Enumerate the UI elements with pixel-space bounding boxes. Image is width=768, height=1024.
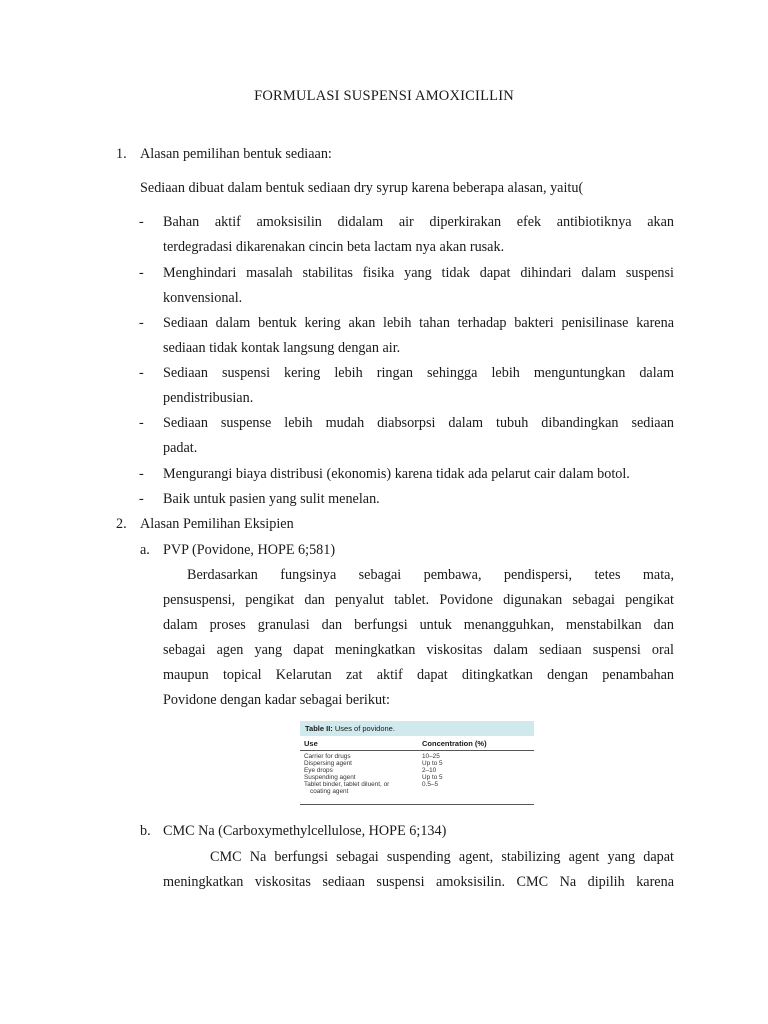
subsection-b-heading: CMC Na (Carboxymethylcellulose, HOPE 6;134): [163, 823, 447, 839]
pvp-paragraph-line-6: Povidone dengan kadar sebagai berikut:: [163, 692, 390, 708]
section-1-number: 1.: [116, 146, 127, 162]
bullet-4-line-1: Sediaan suspensi kering lebih ringan sehingga lebih menguntungkan dalam: [163, 365, 674, 381]
table-cell-use: Dispersing agent: [304, 760, 352, 767]
table-cell-concentration: 0.5–5: [422, 781, 438, 788]
table-cell-use: Tablet binder, tablet diluent, or: [304, 781, 390, 788]
bullet-dash: -: [139, 265, 144, 281]
table-cell-use: Carrier for drugs: [304, 753, 351, 760]
table-bottom-rule: [300, 804, 534, 805]
table-cell-concentration: Up to 5: [422, 774, 443, 781]
bullet-7-line-1: Baik untuk pasien yang sulit menelan.: [163, 491, 380, 507]
bullet-5-line-1: Sediaan suspense lebih mudah diabsorpsi dalam tubuh dibandingkan sediaan: [163, 415, 674, 431]
bullet-1-line-1: Bahan aktif amoksisilin didalam air diperkirakan efek antibiotiknya akan: [163, 214, 674, 230]
pvp-paragraph-line-1: Berdasarkan fungsinya sebagai pembawa, pendispersi, tetes mata,: [187, 567, 674, 583]
table-caption: [300, 721, 534, 736]
bullet-dash: -: [139, 466, 144, 482]
bullet-4-line-2: pendistribusian.: [163, 390, 254, 406]
subsection-a-marker: a.: [140, 542, 150, 558]
section-2-number: 2.: [116, 516, 127, 532]
bullet-2-line-1: Menghindari masalah stabilitas fisika yang tidak dapat dihindari dalam suspensi: [163, 265, 674, 281]
pvp-paragraph-line-2: pensuspensi, pengikat dan penyalut tablet. Povidone digunakan sebagai pengikat: [163, 592, 674, 608]
section-1-heading: Alasan pemilihan bentuk sediaan:: [140, 146, 332, 162]
cmc-paragraph-line-1: CMC Na berfungsi sebagai suspending agent, stabilizing agent yang dapat: [210, 849, 674, 865]
table-caption-label: Table II:: [305, 724, 333, 733]
bullet-5-line-2: padat.: [163, 440, 198, 456]
bullet-dash: -: [139, 491, 144, 507]
bullet-dash: -: [139, 214, 144, 230]
subsection-b-marker: b.: [140, 823, 151, 839]
table-header-use: Use: [304, 739, 318, 748]
section-2-heading: Alasan Pemilihan Eksipien: [140, 516, 294, 532]
pvp-paragraph-line-5: maupun topical Kelarutan zat aktif dapat ditingkatkan dengan penambahan: [163, 667, 674, 683]
bullet-6-line-1: Mengurangi biaya distribusi (ekonomis) karena tidak ada pelarut cair dalam botol.: [163, 466, 630, 482]
table-cell-concentration: 10–25: [422, 753, 440, 760]
table-cell-use: Suspending agent: [304, 774, 356, 781]
pvp-paragraph-line-3: dalam proses granulasi dan berfungsi untuk menangguhkan, menstabilkan dan: [163, 617, 674, 633]
table-cell-concentration: 2–10: [422, 767, 437, 774]
bullet-dash: -: [139, 315, 144, 331]
table-cell-use: Eye drops: [304, 767, 333, 774]
bullet-3-line-1: Sediaan dalam bentuk kering akan lebih tahan terhadap bakteri penisilinase karena: [163, 315, 674, 331]
bullet-dash: -: [139, 415, 144, 431]
table-cell-concentration: Up to 5: [422, 760, 443, 767]
bullet-dash: -: [139, 365, 144, 381]
table-header-concentration: Concentration (%): [422, 739, 487, 748]
bullet-3-line-2: sediaan tidak kontak langsung dengan air.: [163, 340, 401, 356]
cmc-paragraph-line-2: meningkatkan viskositas sediaan suspensi amoksisilin. CMC Na dipilih karena: [163, 874, 674, 890]
table-header-rule: [300, 750, 534, 751]
table-caption-text: Uses of povidone.: [334, 724, 395, 733]
table-cell-use: coating agent: [310, 788, 349, 795]
bullet-2-line-2: konvensional.: [163, 290, 243, 306]
povidone-uses-table: [300, 718, 534, 806]
subsection-a-heading: PVP (Povidone, HOPE 6;581): [163, 542, 336, 558]
section-1-intro: Sediaan dibuat dalam bentuk sediaan dry syrup karena beberapa alasan, yaitu(: [140, 180, 584, 196]
pvp-paragraph-line-4: sebagai agen yang dapat meningkatkan viskositas dalam sediaan suspensi oral: [163, 642, 674, 658]
document-title: FORMULASI SUSPENSI AMOXICILLIN: [254, 88, 514, 104]
bullet-1-line-2: terdegradasi dikarenakan cincin beta lactam nya akan rusak.: [163, 239, 505, 255]
